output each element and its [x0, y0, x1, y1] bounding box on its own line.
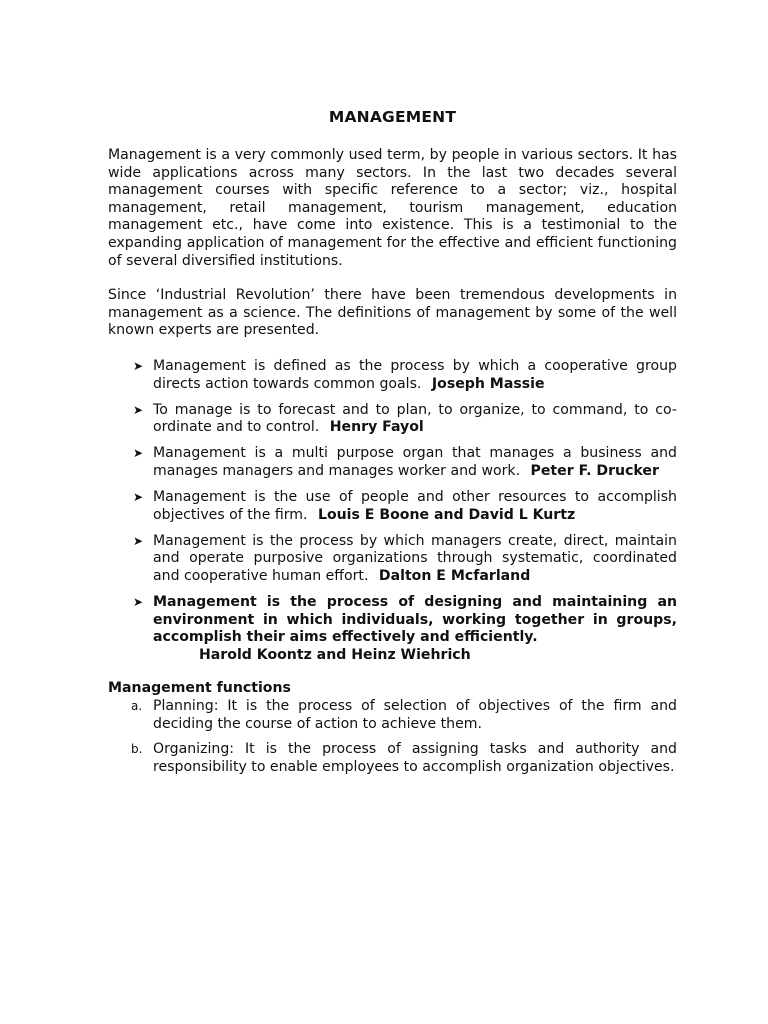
- definition-text: Management is the process of designing and maintaining an environment in which individuals, working together in groups, accomplish their aims effectively and efficiently.: [153, 593, 677, 646]
- definition-text: Management is the process by which managers create, direct, maintain and operate purposive organizations through systematic, coordinated and cooperative human effort.: [153, 532, 677, 584]
- list-marker: a.: [131, 698, 143, 713]
- intro-paragraph: Management is a very commonly used term, by people in various sectors. It has wide applications across many sectors. In the last two decades several management courses with specific reference to a sector; viz., hospital management, retail management, tourism management, education management etc., have come into existence. This is a testimonial to the expanding application of management for the effective and efficient functioning of several diversified institutions.: [108, 147, 677, 269]
- definition-author: Louis E Boone and David L Kurtz: [317, 506, 576, 523]
- definition-text: Management is the use of people and other resources to accomplish objectives of the firm.: [153, 489, 677, 523]
- definition-author: Joseph Massie: [431, 375, 545, 392]
- definition-author: Harold Koontz and Heinz Wiehrich: [199, 646, 471, 663]
- document-title: MANAGEMENT: [328, 108, 457, 126]
- arrowhead-bullet-icon: ➤: [133, 594, 144, 609]
- arrowhead-bullet-icon: ➤: [133, 490, 144, 504]
- function-text: Planning: It is the process of selection of objectives of the firm and deciding the course of action to achieve them.: [153, 697, 677, 732]
- functions-list: [108, 698, 677, 776]
- definition-text: To manage is to forecast and to plan, to organize, to command, to co-ordinate and to control.: [153, 401, 677, 436]
- arrowhead-bullet-icon: ➤: [133, 533, 144, 548]
- document-body: [108, 107, 677, 784]
- function-item: [131, 697, 677, 733]
- arrowhead-bullet-icon: ➤: [133, 402, 144, 417]
- history-paragraph: Since ‘Industrial Revolution’ there have been tremendous developments in management as a science. The definitions of management by some of the well known experts are presented.: [108, 287, 677, 339]
- definition-author: Dalton E Mcfarland: [378, 567, 531, 584]
- definition-author: Henry Fayol: [329, 419, 424, 436]
- definition-item: [133, 357, 677, 393]
- definition-author: Peter F. Drucker: [530, 462, 659, 479]
- definition-item: [133, 532, 677, 586]
- definition-item: [133, 401, 677, 437]
- list-marker: b.: [131, 742, 143, 757]
- functions-heading: Management functions: [108, 680, 291, 697]
- definition-item: [133, 445, 677, 480]
- definition-item: [133, 593, 677, 664]
- definitions-list: [108, 358, 677, 664]
- definition-text: Management is defined as the process by which a cooperative group directs action towards common goals.: [153, 357, 677, 392]
- arrowhead-bullet-icon: ➤: [133, 446, 144, 461]
- function-item: [131, 741, 677, 776]
- definition-item: [133, 489, 677, 524]
- function-text: Organizing: It is the process of assigning tasks and authority and responsibility to enable employees to accomplish organization objectives.: [153, 741, 677, 775]
- arrowhead-bullet-icon: ➤: [133, 358, 144, 373]
- definition-text: Management is a multi purpose organ that manages a business and manages managers and manages worker and work.: [153, 445, 677, 479]
